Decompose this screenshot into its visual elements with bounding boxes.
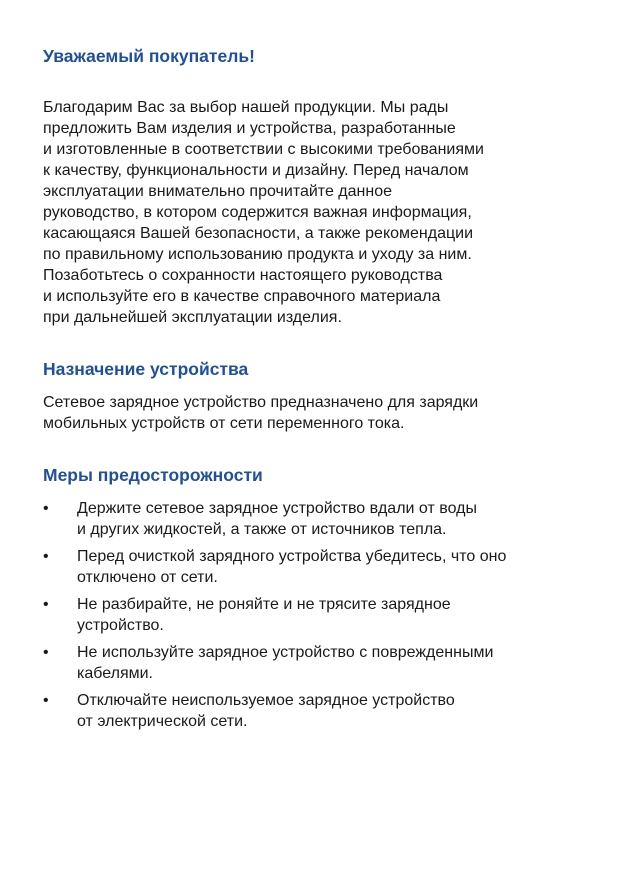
list-item-text: Не используйте зарядное устройство с поврежденными кабелями. — [77, 644, 494, 682]
bullet-icon: • — [43, 692, 49, 709]
bullet-icon: • — [43, 644, 49, 661]
bullet-icon: • — [43, 500, 49, 517]
list-item-text: Отключайте неиспользуемое зарядное устройство от электрической сети. — [77, 692, 455, 730]
greeting-heading: Уважаемый покупатель! — [43, 46, 255, 66]
list-item — [43, 498, 590, 540]
list-item — [43, 594, 590, 636]
bullet-icon: • — [43, 596, 49, 613]
purpose-heading: Назначение устройства — [43, 359, 249, 379]
list-item — [43, 642, 590, 684]
intro-paragraph: Благодарим Вас за выбор нашей продукции. Мы рады предложить Вам изделия и устройства, разработанные и изготовленные в соответствии с высокими требованиями к качеству, функциональности и дизайну. Перед началом эксплуатации внимательно прочитайте данное руководство, в котором содержится важная информация, касающаяся Вашей безопасности, а также рекомендации по правильному использованию продукта и уходу за ним. Позаботьтесь о сохранности настоящего руководства и используйте его в качестве справочного материала при дальнейшей эксплуатации изделия. — [43, 99, 484, 326]
list-item-text: Перед очисткой зарядного устройства убедитесь, что оно отключено от сети. — [77, 548, 507, 586]
list-item-text: Держите сетевое зарядное устройство вдали от воды и других жидкостей, а также от источников тепла. — [77, 500, 477, 538]
list-item-text: Не разбирайте, не роняйте и не трясите зарядное устройство. — [77, 596, 451, 634]
precautions-list — [43, 498, 590, 732]
purpose-paragraph: Сетевое зарядное устройство предназначено для зарядки мобильных устройств от сети переменного тока. — [43, 394, 479, 432]
bullet-icon: • — [43, 548, 49, 565]
list-item — [43, 690, 590, 732]
list-item — [43, 546, 590, 588]
precautions-heading: Меры предосторожности — [43, 465, 263, 485]
